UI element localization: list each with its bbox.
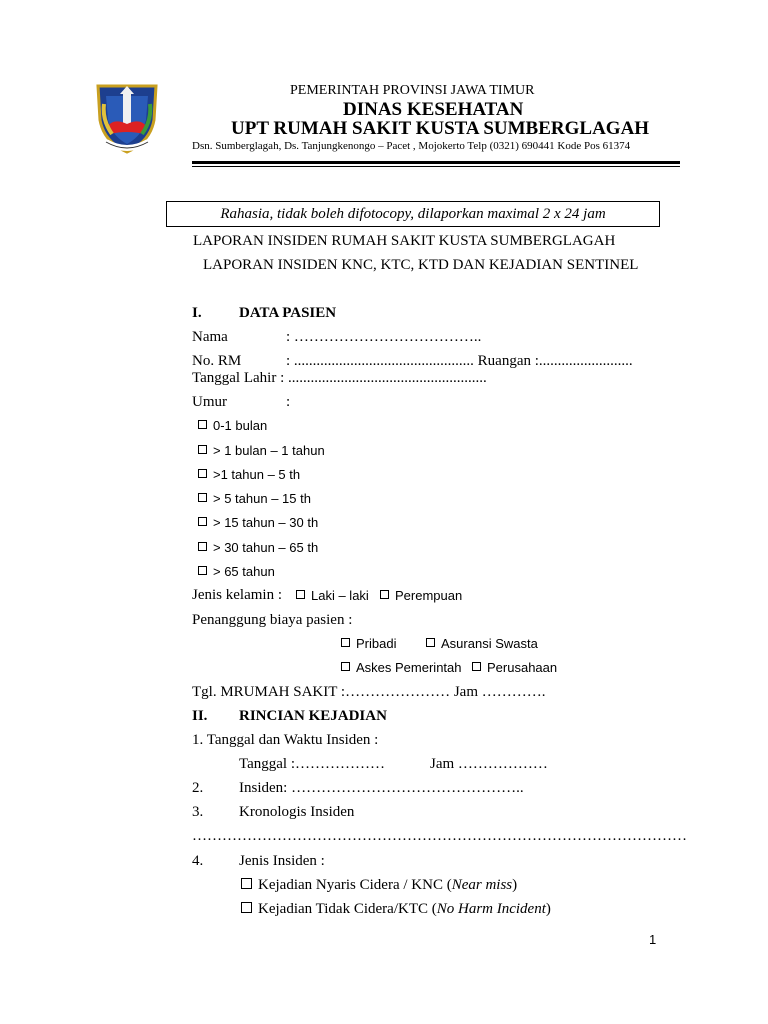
gender-option-male[interactable]: Laki – laki <box>296 588 369 603</box>
jenis-insiden-label: Jenis Insiden : <box>239 853 325 869</box>
payer-option-asuransi-swasta[interactable]: Asuransi Swasta <box>426 636 538 651</box>
age-option[interactable]: > 15 tahun – 30 th <box>198 515 318 530</box>
checkbox-icon[interactable] <box>198 420 207 429</box>
umur-label: Umur <box>192 394 227 410</box>
checkbox-icon[interactable] <box>341 638 350 647</box>
department-name: DINAS KESEHATAN <box>343 99 524 120</box>
no-rm-label: No. RM <box>192 353 242 369</box>
checkbox-icon[interactable] <box>198 542 207 551</box>
no-rm-field[interactable]: : ................................................ Ruangan :......................... <box>286 353 633 369</box>
provincial-emblem-logo <box>94 80 160 154</box>
jenis-option-ktc[interactable]: Kejadian Tidak Cidera/KTC (No Harm Incident) <box>241 901 551 918</box>
hospital-name: UPT RUMAH SAKIT KUSTA SUMBERGLAGAH <box>231 118 650 139</box>
gender-option-female[interactable]: Perempuan <box>380 588 462 603</box>
umur-colon: : <box>286 394 291 410</box>
checkbox-icon[interactable] <box>241 902 252 913</box>
checkbox-icon[interactable] <box>198 469 207 478</box>
insiden-field[interactable]: Insiden: ……………………………………….. <box>239 780 524 796</box>
checkbox-icon[interactable] <box>198 566 207 575</box>
tanggal-lahir-field[interactable]: Tanggal Lahir : ..................................................... <box>192 370 487 386</box>
letterhead-divider-thick <box>192 161 680 164</box>
section-2-title: RINCIAN KEJADIAN <box>239 708 387 724</box>
hospital-address: Dsn. Sumberglagah, Ds. Tanjungkenongo – Pacet , Mojokerto Telp (0321) 690441 Kode Pos 61374 <box>192 140 631 152</box>
kronologis-field[interactable]: ……………………………………………………………………………………… <box>192 828 687 844</box>
checkbox-icon[interactable] <box>198 445 207 454</box>
section-1-title: DATA PASIEN <box>239 305 337 321</box>
age-option[interactable]: > 30 tahun – 65 th <box>198 540 318 555</box>
checkbox-icon[interactable] <box>472 662 481 671</box>
report-subtitle: LAPORAN INSIDEN KNC, KTC, KTD DAN KEJADIAN SENTINEL <box>203 257 639 273</box>
item-2-number: 2. <box>192 780 204 796</box>
report-title: LAPORAN INSIDEN RUMAH SAKIT KUSTA SUMBERGLAGAH <box>193 233 616 249</box>
jam-field[interactable]: Jam ……………… <box>430 756 548 772</box>
checkbox-icon[interactable] <box>198 517 207 526</box>
gender-label: Jenis kelamin : <box>192 587 282 603</box>
checkbox-icon[interactable] <box>198 493 207 502</box>
nama-label: Nama <box>192 329 228 345</box>
item-1-label: 1. Tanggal dan Waktu Insiden : <box>192 732 379 748</box>
section-2-number: II. <box>192 708 208 724</box>
checkbox-icon[interactable] <box>341 662 350 671</box>
nama-field[interactable]: : ……………………………….. <box>286 329 482 345</box>
payer-option-askes-pemerintah[interactable]: Askes Pemerintah <box>341 660 462 675</box>
letterhead-divider-thin <box>192 166 680 167</box>
age-option[interactable]: > 65 tahun <box>198 564 275 579</box>
checkbox-icon[interactable] <box>426 638 435 647</box>
payer-option-perusahaan[interactable]: Perusahaan <box>472 660 557 675</box>
jenis-option-knc[interactable]: Kejadian Nyaris Cidera / KNC (Near miss) <box>241 877 517 894</box>
government-name: PEMERINTAH PROVINSI JAWA TIMUR <box>290 83 535 98</box>
confidential-notice: Rahasia, tidak boleh difotocopy, dilaporkan maximal 2 x 24 jam <box>166 201 660 227</box>
payer-label: Penanggung biaya pasien : <box>192 612 353 628</box>
page-number: 1 <box>649 932 657 947</box>
item-4-number: 4. <box>192 853 204 869</box>
section-1-number: I. <box>192 305 202 321</box>
checkbox-icon[interactable] <box>296 590 305 599</box>
age-option[interactable]: > 5 tahun – 15 th <box>198 491 311 506</box>
age-option[interactable]: 0-1 bulan <box>198 418 267 433</box>
checkbox-icon[interactable] <box>380 590 389 599</box>
tgl-mrs-field[interactable]: Tgl. MRUMAH SAKIT :………………… Jam …………. <box>192 684 546 700</box>
checkbox-icon[interactable] <box>241 878 252 889</box>
age-option[interactable]: > 1 bulan – 1 tahun <box>198 443 325 458</box>
kronologis-label: Kronologis Insiden <box>239 804 355 820</box>
tanggal-field[interactable]: Tanggal :……………… <box>239 756 386 772</box>
item-3-number: 3. <box>192 804 204 820</box>
payer-option-pribadi[interactable]: Pribadi <box>341 636 396 651</box>
age-option[interactable]: >1 tahun – 5 th <box>198 467 300 482</box>
